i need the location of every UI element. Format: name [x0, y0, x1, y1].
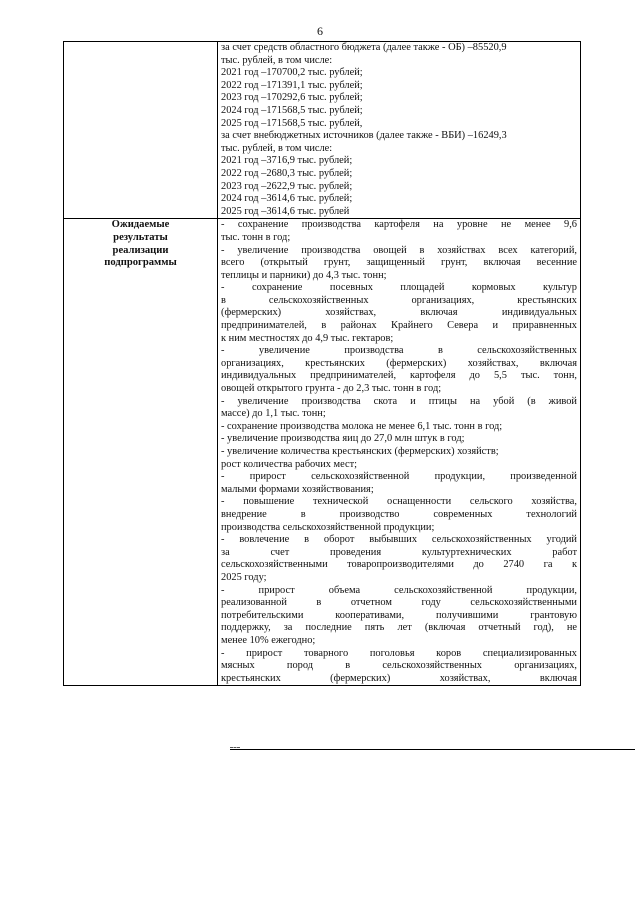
result-line: - повышение технической оснащенности сельского хозяйства,: [221, 496, 577, 508]
page-rule: [230, 749, 635, 750]
funding-line: 2023 год –170292,6 тыс. рублей;: [221, 92, 363, 104]
result-line: менее 10% ежегодно;: [221, 634, 316, 646]
result-line: рост количества рабочих мест;: [221, 458, 358, 470]
result-line: овощей открытого грунта - до 2,3 тыс. тонн в год;: [221, 383, 442, 395]
results-heading-line: подпрограммы: [104, 257, 177, 269]
results-heading: [64, 219, 218, 686]
results-heading-line: результаты: [113, 231, 168, 243]
funding-label-cell: [64, 42, 218, 219]
result-line: предпринимателей, в районах Крайнего Севера и приравненных: [221, 320, 577, 332]
page-number: 6: [317, 24, 323, 38]
funding-line: тыс. рублей, в том числе:: [221, 54, 333, 66]
funding-line: 2024 год –171568,5 тыс. рублей;: [221, 104, 363, 116]
result-line: мясных пород в сельскохозяйственных организациях,: [221, 660, 577, 672]
funding-row: [64, 42, 581, 219]
result-line: крестьянских (фермерских) хозяйствах, включая: [221, 672, 577, 684]
funding-line: 2025 год –171568,5 тыс. рублей,: [221, 117, 363, 129]
result-line: - увеличение производства овощей в хозяйствах всех категорий,: [221, 244, 577, 256]
funding-line: 2022 год –171391,1 тыс. рублей;: [221, 79, 363, 91]
results-row: [64, 219, 581, 686]
result-line: теплицы и парники) до 4,3 тыс. тонн;: [221, 269, 387, 281]
subprogram-table: [63, 41, 581, 686]
results-heading-line: реализации: [112, 244, 169, 256]
results-cell: [218, 219, 581, 686]
result-line: - прирост сельскохозяйственной продукции, произведенной: [221, 471, 577, 483]
result-line: - сохранение производства картофеля на уровне не менее 9,6: [221, 219, 577, 231]
result-line: - вовлечение в оборот выбывших сельскохозяйственных угодий: [221, 534, 577, 546]
result-line: - увеличение производства скота и птицы на убой (в живой: [221, 395, 577, 407]
result-line: тыс. тонн в год;: [221, 231, 291, 243]
funding-line: 2022 год –2680,3 тыс. рублей;: [221, 167, 353, 179]
result-line: за счет проведения культуртехнических работ: [221, 546, 577, 558]
result-line: к ним местностях до 4,9 тыс. гектаров;: [221, 332, 394, 344]
result-line: всего (открытый грунт, защищенный грунт, включая весенние: [221, 257, 577, 269]
result-line: в сельскохозяйственных организациях, крестьянских: [221, 294, 577, 306]
result-line: сельскохозяйственными товаропроизводителями до 2740 га к: [221, 559, 577, 571]
result-line: (фермерских) хозяйствах, включая индивидуальных: [221, 307, 577, 319]
result-line: организациях, крестьянских (фермерских) хозяйствах, включая: [221, 357, 577, 369]
result-line: - прирост объема сельскохозяйственной продукции,: [221, 584, 577, 596]
funding-line: 2021 год –3716,9 тыс. рублей;: [221, 155, 353, 167]
result-line: массе) до 1,1 тыс. тонн;: [221, 408, 326, 420]
results-heading-line: Ожидаемые: [111, 219, 170, 231]
page-rule-mark: [230, 747, 240, 748]
funding-line: за счет внебюджетных источников (далее также - ВБИ) –16249,3: [221, 130, 507, 142]
result-line: - сохранение производства молока не менее 6,1 тыс. тонн в год;: [221, 420, 503, 432]
result-line: - увеличение производства в сельскохозяйственных: [221, 345, 577, 357]
result-line: внедрение в производство современных технологий: [221, 508, 577, 520]
funding-line: 2024 год –3614,6 тыс. рублей;: [221, 193, 353, 205]
result-line: потребительскими кооперативами, получившими грантовую: [221, 609, 577, 621]
funding-line: тыс. рублей, в том числе:: [221, 142, 333, 154]
funding-line: 2025 год –3614,6 тыс. рублей: [221, 205, 350, 217]
funding-line: 2023 год –2622,9 тыс. рублей;: [221, 180, 353, 192]
result-line: - увеличение производства яиц до 27,0 млн штук в год;: [221, 433, 465, 445]
result-line: поддержку, за последние пять лет (включая отчетный год), не: [221, 622, 577, 634]
result-line: реализованной в отчетном году сельскохозяйственными: [221, 597, 577, 609]
result-line: индивидуальных предпринимателей, картофеля до 5,5 тыс. тонн,: [221, 370, 577, 382]
result-line: - прирост товарного поголовья коров специализированных: [221, 647, 577, 659]
result-line: малыми формами хозяйствования;: [221, 483, 374, 495]
result-line: - сохранение посевных площадей кормовых культур: [221, 282, 577, 294]
result-line: производства сельскохозяйственной продукции;: [221, 521, 435, 533]
result-line: 2025 году;: [221, 571, 267, 583]
funding-line: 2021 год –170700,2 тыс. рублей;: [221, 67, 363, 79]
result-line: - увеличение количества крестьянских (фермерских) хозяйств;: [221, 446, 499, 457]
funding-line: за счет средств областного бюджета (далее также - ОБ) –85520,9: [221, 42, 507, 53]
funding-cell: [218, 42, 581, 219]
